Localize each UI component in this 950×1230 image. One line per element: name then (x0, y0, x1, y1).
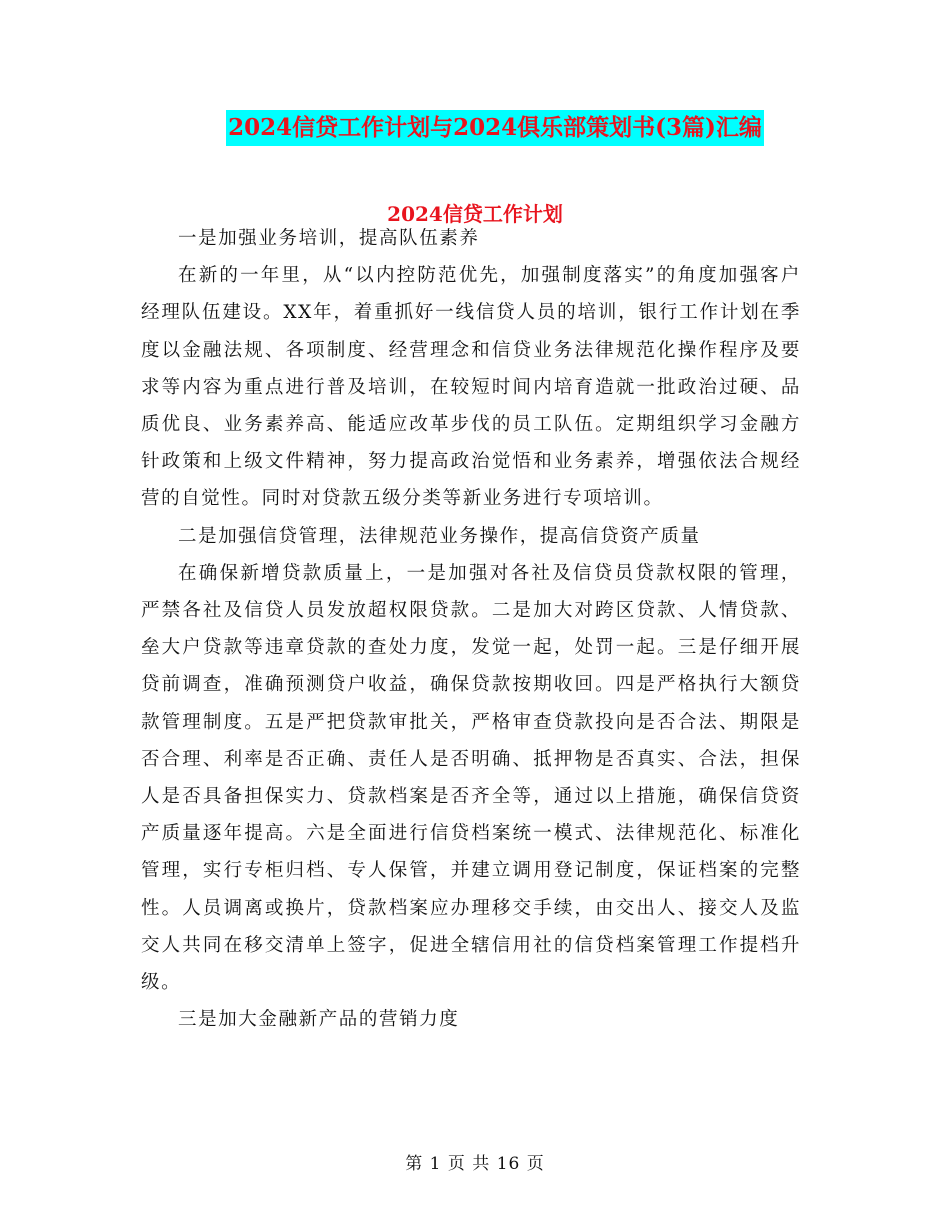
paragraph-1: 在新的一年里，从“以内控防范优先，加强制度落实”的角度加强客户经理队伍建设。XX年，着重抓好一线信贷人员的培训，银行工作计划在季度以金融法规、各项制度、经营理念和信贷业务法律规范化操作程序及要求等内容为重点进行普及培训，在较短时间内培育造就一批政治过硬、品质优良、业务素养高、能适应改革步伐的员工队伍。定期组织学习金融方针政策和上级文件精神，努力提高政治觉悟和业务素养，增强依法合规经营的自觉性。同时对贷款五级分类等新业务进行专项培训。 (141, 265, 801, 510)
document-title: 2024信贷工作计划与2024俱乐部策划书(3篇)汇编 (226, 110, 764, 146)
paragraph-heading-1: 一是加强业务培训，提高队伍素养 (178, 228, 480, 249)
document-title-container (0, 110, 950, 146)
section-title: 2024信贷工作计划 (387, 202, 563, 226)
paragraph-heading-2: 二是加强信贷管理，法律规范业务操作，提高信贷资产质量 (178, 525, 701, 547)
page-footer: 第 1 页 共 16 页 (405, 1154, 545, 1174)
paragraph-heading-3: 三是加大金融新产品的营销力度 (178, 1009, 460, 1031)
paragraph-2: 在确保新增贷款质量上，一是加强对各社及信贷员贷款权限的管理，严禁各社及信贷人员发放超权限贷款。二是加大对跨区贷款、人情贷款、垒大户贷款等违章贷款的查处力度，发觉一起，处罚一起。三是仔细开展贷前调查，准确预测贷户收益，确保贷款按期收回。四是严格执行大额贷款管理制度。五是严把贷款审批关，严格审查贷款投向是否合法、期限是否合理、利率是否正确、责任人是否明确、抵押物是否真实、合法，担保人是否具备担保实力、贷款档案是否齐全等，通过以上措施，确保信贷资产质量逐年提高。六是全面进行信贷档案统一模式、法律规范化、标准化管理，实行专柜归档、专人保管，并建立调用登记制度，保证档案的完整性。人员调离或换片，贷款档案应办理移交手续，由交出人、接交人及监交人共同在移交清单上签字，促进全辖信用社的信贷档案管理工作提档升级。 (141, 562, 801, 994)
document-body (141, 220, 801, 1038)
